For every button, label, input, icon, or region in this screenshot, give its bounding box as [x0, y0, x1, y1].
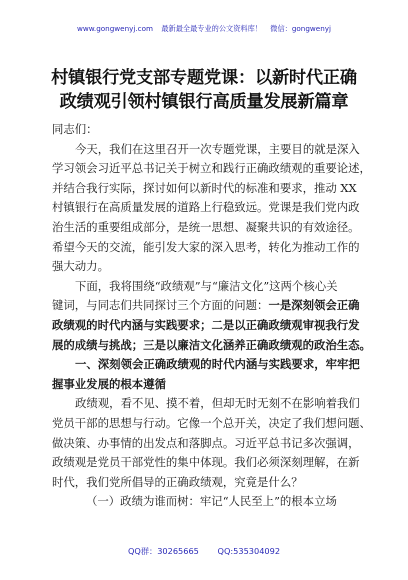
paragraph-political-achievement: [52, 394, 372, 492]
paragraph-line: 村镇银行在高质量发展的道路上行稳致远。党课是我们党内政: [52, 200, 360, 215]
paragraph-line: 学习领会习近平总书记关于树立和践行正确政绩观的重要论述，: [52, 161, 371, 176]
paragraph-line: 展的成绩与挑战；三是以廉洁文化涵养正确政绩观的政治生态。: [52, 337, 371, 352]
paragraph-outline: [52, 277, 372, 355]
outline-bold-text: 一是深刻领会正确: [268, 298, 360, 313]
paragraph-line: 并结合我行实际，探讨如何以新时代的标准和要求，推动 XX: [52, 180, 357, 195]
paragraph-line: 治生活的重要组成部分，是统一思想、凝聚共识的有效途径。: [52, 219, 360, 234]
section-heading-line: 一、深刻领会正确政绩观的时代内涵与实践要求，牢牢把: [75, 357, 360, 372]
paragraph-line: 今天，我们在这里召开一次专题党课，主要目的就是深入: [75, 141, 360, 156]
paragraph-line: 做决策、办事情的出发点和落脚点。习近平总书记多次强调，: [52, 435, 360, 450]
paragraph-line: 下面，我将围绕“政绩观”与“廉洁文化”这两个核心关: [75, 278, 338, 293]
paragraph-line: 政绩观是党员干部党性的集中体现。我们必须深刻理解，在新: [52, 455, 360, 470]
footer-contact: [0, 546, 408, 557]
paragraph-line: 强大动力。: [52, 259, 109, 274]
site-link[interactable]: www.gongwenyj.com: [76, 24, 154, 33]
paragraph-line: 政绩观的时代内涵与实践要求；二是以正确政绩观审视我行发: [52, 317, 360, 332]
paragraph-line: [52, 296, 372, 316]
paragraph-intro: [52, 140, 372, 277]
salutation: 同志们：: [52, 122, 98, 136]
paragraph-line: 时代，我们党所倡导的正确政绩观，究竟是什么？: [52, 474, 303, 489]
qq-text: QQ:535304092: [217, 546, 281, 556]
title-line-1: 村镇银行党支部专题党课：以新时代正确: [51, 68, 357, 88]
section-heading-1: [52, 355, 372, 394]
paragraph-line: 党员干部的思想与行动。它像一个总开关，决定了我们想问题、: [52, 415, 371, 430]
document-title: [30, 66, 378, 114]
header-banner: [0, 24, 408, 34]
paragraph-line: 希望今天的交流，能引发大家的深入思考，转化为推动工作的: [52, 239, 360, 254]
slogan-text: 最新最全最专业的公文资料库！: [161, 24, 262, 33]
document-body: [52, 120, 372, 512]
title-line-2: 政绩观引领村镇银行高质量发展新篇章: [59, 92, 349, 112]
subsection-heading-1: （一）政绩为谁而树：牢记“人民至上”的根本立场: [86, 494, 337, 509]
paragraph-line: 政绩观，看不见、摸不着，但却无时无刻不在影响着我们: [75, 396, 360, 411]
qq-group-text: QQ群：30265665: [127, 546, 199, 556]
section-heading-line: 握事业发展的根本遵循: [52, 376, 166, 391]
wechat-text: 微信：gongwenyj: [270, 24, 332, 33]
outline-intro-text: 键词，与同志们共同探讨三个方面的问题：: [52, 298, 269, 313]
